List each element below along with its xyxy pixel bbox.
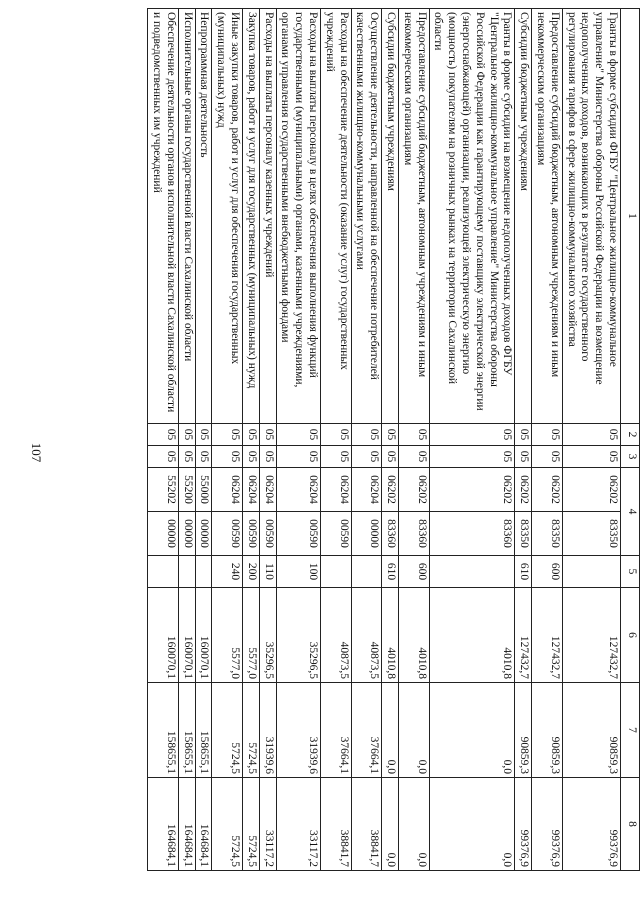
cell-c4b: 83350 (562, 512, 620, 556)
cell-c5 (562, 556, 620, 588)
table-row (148, 9, 179, 871)
table-row (382, 9, 399, 871)
cell-c6: 160070,1 (195, 588, 212, 683)
cell-c7: 90859,3 (532, 683, 563, 778)
cell-c8: 5724,5 (212, 778, 243, 871)
table-row (178, 9, 195, 871)
cell-c2: 05 (429, 424, 515, 446)
cell-c6: 40873,5 (321, 588, 352, 683)
cell-name: Предоставление субсидий бюджетным, автономным учреждениям и иным некоммерческим организациям (399, 9, 430, 424)
cell-c5 (178, 556, 195, 588)
cell-c7: 37664,1 (321, 683, 352, 778)
header-cell: 5 (621, 556, 640, 588)
cell-c2: 05 (532, 424, 563, 446)
cell-c4b: 00000 (351, 512, 382, 556)
cell-name: Субсидии бюджетным учреждениям (382, 9, 399, 424)
cell-c2: 05 (382, 424, 399, 446)
cell-c7: 0,0 (429, 683, 515, 778)
cell-c2: 05 (562, 424, 620, 446)
cell-c6: 4010,8 (382, 588, 399, 683)
cell-c2: 05 (399, 424, 430, 446)
cell-c6: 127432,7 (532, 588, 563, 683)
cell-c7: 31939,6 (276, 683, 320, 778)
cell-c4b: 83360 (382, 512, 399, 556)
cell-c8: 33117,2 (276, 778, 320, 871)
cell-name: Иные закупки товаров, работ и услуг для обеспечения государственных (муниципальных) нужд (212, 9, 243, 424)
cell-c4b: 83350 (515, 512, 532, 556)
cell-c4b: 83360 (399, 512, 430, 556)
cell-c8: 99376,9 (562, 778, 620, 871)
cell-c8: 99376,9 (532, 778, 563, 871)
cell-c4b: 00000 (195, 512, 212, 556)
table-row (321, 9, 352, 871)
cell-name: Расходы на выплаты персоналу в целях обеспечения выполнения функций государственными (муниципальными) органами, казенными учреждениями, органами управления государственными внебюджетными фондами (276, 9, 320, 424)
cell-c7: 5724,5 (212, 683, 243, 778)
cell-c2: 05 (148, 424, 179, 446)
cell-c6: 5577,0 (243, 588, 260, 683)
cell-c7: 158655,1 (178, 683, 195, 778)
cell-c4b: 00590 (276, 512, 320, 556)
cell-c4a: 06202 (399, 468, 430, 512)
cell-name: Исполнительные органы государственной власти Сахалинской области (178, 9, 195, 424)
cell-c5 (195, 556, 212, 588)
cell-name: Расходы на обеспечение деятельности (оказание услуг) государственных учреждений (321, 9, 352, 424)
table-row (515, 9, 532, 871)
cell-c4a: 06202 (429, 468, 515, 512)
header-cell: 8 (621, 778, 640, 871)
cell-c2: 05 (243, 424, 260, 446)
cell-c4a: 55200 (178, 468, 195, 512)
table-row (429, 9, 515, 871)
table-row (243, 9, 260, 871)
cell-c6: 127432,7 (562, 588, 620, 683)
cell-c8: 5724,5 (243, 778, 260, 871)
table-row (562, 9, 620, 871)
cell-c8: 164684,1 (148, 778, 179, 871)
cell-c7: 0,0 (382, 683, 399, 778)
table-row (212, 9, 243, 871)
cell-c6: 40873,5 (351, 588, 382, 683)
cell-name: Расходы на выплаты персоналу казенных учреждений (259, 9, 276, 424)
cell-c6: 35296,5 (276, 588, 320, 683)
cell-c3: 05 (259, 446, 276, 468)
cell-c2: 05 (259, 424, 276, 446)
header-cell: 7 (621, 683, 640, 778)
cell-c3: 05 (429, 446, 515, 468)
cell-c8: 38841,7 (321, 778, 352, 871)
cell-c3: 05 (276, 446, 320, 468)
table-row (351, 9, 382, 871)
cell-c3: 05 (243, 446, 260, 468)
cell-c4a: 06204 (321, 468, 352, 512)
cell-c2: 05 (178, 424, 195, 446)
cell-c4a: 06202 (515, 468, 532, 512)
cell-name: Осуществление деятельности, направленной на обеспечение потребителей качественными жилищно-коммунальными услугами (351, 9, 382, 424)
cell-c4b: 83350 (532, 512, 563, 556)
cell-c4a: 06204 (212, 468, 243, 512)
cell-c5: 600 (532, 556, 563, 588)
cell-c7: 158655,1 (148, 683, 179, 778)
cell-c8: 0,0 (429, 778, 515, 871)
cell-c2: 05 (195, 424, 212, 446)
cell-c3: 05 (148, 446, 179, 468)
cell-c2: 05 (276, 424, 320, 446)
cell-c6: 35296,5 (259, 588, 276, 683)
cell-c7: 37664,1 (351, 683, 382, 778)
cell-c4b: 00590 (243, 512, 260, 556)
cell-c7: 31939,6 (259, 683, 276, 778)
cell-c3: 05 (212, 446, 243, 468)
cell-name: Гранты в форме субсидии ФГБУ "Центральное жилищно-коммунальное управление" Министерства обороны Российской Федерации на возмещение недополученных доходов, возникающих в результате государственного регулирования тарифов в сфере жилищно-коммунального хозяйства (562, 9, 620, 424)
cell-c3: 05 (351, 446, 382, 468)
cell-c5: 200 (243, 556, 260, 588)
cell-c6: 4010,8 (429, 588, 515, 683)
cell-name: Закупка товаров, работ и услуг для государственных (муниципальных) нужд (243, 9, 260, 424)
cell-name: Обеспечение деятельности органов исполнительной власти Сахалинской области и подведомственных им учреждений (148, 9, 179, 424)
table-row (195, 9, 212, 871)
cell-c3: 05 (178, 446, 195, 468)
cell-c3: 05 (399, 446, 430, 468)
cell-c5: 110 (259, 556, 276, 588)
cell-c3: 05 (382, 446, 399, 468)
cell-c5: 600 (399, 556, 430, 588)
cell-c4a: 06204 (276, 468, 320, 512)
cell-c4b: 83360 (429, 512, 515, 556)
cell-c8: 0,0 (399, 778, 430, 871)
cell-c7: 90859,3 (562, 683, 620, 778)
cell-c3: 05 (321, 446, 352, 468)
cell-c4b: 00590 (212, 512, 243, 556)
cell-c8: 99376,9 (515, 778, 532, 871)
cell-c4a: 06204 (243, 468, 260, 512)
cell-c4b: 00590 (321, 512, 352, 556)
header-cell: 6 (621, 588, 640, 683)
cell-c5: 610 (515, 556, 532, 588)
cell-c4b: 00000 (178, 512, 195, 556)
cell-c5: 610 (382, 556, 399, 588)
cell-c5 (321, 556, 352, 588)
cell-c6: 5577,0 (212, 588, 243, 683)
cell-c5: 240 (212, 556, 243, 588)
table-row (532, 9, 563, 871)
cell-c8: 33117,2 (259, 778, 276, 871)
cell-c8: 38841,7 (351, 778, 382, 871)
header-cell: 1 (621, 9, 640, 424)
cell-c6: 160070,1 (148, 588, 179, 683)
cell-c3: 05 (195, 446, 212, 468)
page-number: 107 (29, 442, 44, 463)
cell-c5: 100 (276, 556, 320, 588)
table-row (259, 9, 276, 871)
cell-c7: 90859,3 (515, 683, 532, 778)
cell-c6: 160070,1 (178, 588, 195, 683)
cell-c6: 4010,8 (399, 588, 430, 683)
cell-c3: 05 (562, 446, 620, 468)
cell-name: Гранты в форме субсидии на возмещение недополученных доходов ФГБУ "Центральное жилищно-коммунальное управление" Министерства обороны Российской Федерации как гарантирующему поставщику электрической энергии (энергоснабжающей) организации, реализующей электрическую энергию (мощность) покупателям на розничных рынках на территории Сахалинской области (429, 9, 515, 424)
cell-c8: 164684,1 (195, 778, 212, 871)
budget-table (147, 8, 640, 871)
cell-c2: 05 (321, 424, 352, 446)
cell-c4a: 06204 (351, 468, 382, 512)
header-cell: 3 (621, 446, 640, 468)
cell-c8: 0,0 (382, 778, 399, 871)
cell-c4b: 00000 (148, 512, 179, 556)
cell-c3: 05 (515, 446, 532, 468)
cell-c4a: 06202 (382, 468, 399, 512)
header-row (621, 9, 640, 871)
cell-c5 (429, 556, 515, 588)
cell-c5 (148, 556, 179, 588)
cell-c2: 05 (351, 424, 382, 446)
cell-c8: 164684,1 (178, 778, 195, 871)
cell-name: Субсидии бюджетным учреждениям (515, 9, 532, 424)
cell-name: Непрограммная деятельность (195, 9, 212, 424)
cell-c4a: 06202 (562, 468, 620, 512)
cell-c6: 127432,7 (515, 588, 532, 683)
cell-c3: 05 (532, 446, 563, 468)
cell-c4a: 55202 (148, 468, 179, 512)
cell-c4a: 55000 (195, 468, 212, 512)
cell-c2: 05 (515, 424, 532, 446)
cell-c4a: 06202 (532, 468, 563, 512)
table-row (276, 9, 320, 871)
cell-name: Предоставление субсидий бюджетным, автономным учреждениям и иным некоммерческим организациям (532, 9, 563, 424)
cell-c7: 5724,5 (243, 683, 260, 778)
cell-c7: 0,0 (399, 683, 430, 778)
cell-c4a: 06204 (259, 468, 276, 512)
cell-c5 (351, 556, 382, 588)
table-row (399, 9, 430, 871)
header-cell: 2 (621, 424, 640, 446)
cell-c4b: 00590 (259, 512, 276, 556)
cell-c2: 05 (212, 424, 243, 446)
header-cell: 4 (621, 468, 640, 556)
cell-c7: 158655,1 (195, 683, 212, 778)
